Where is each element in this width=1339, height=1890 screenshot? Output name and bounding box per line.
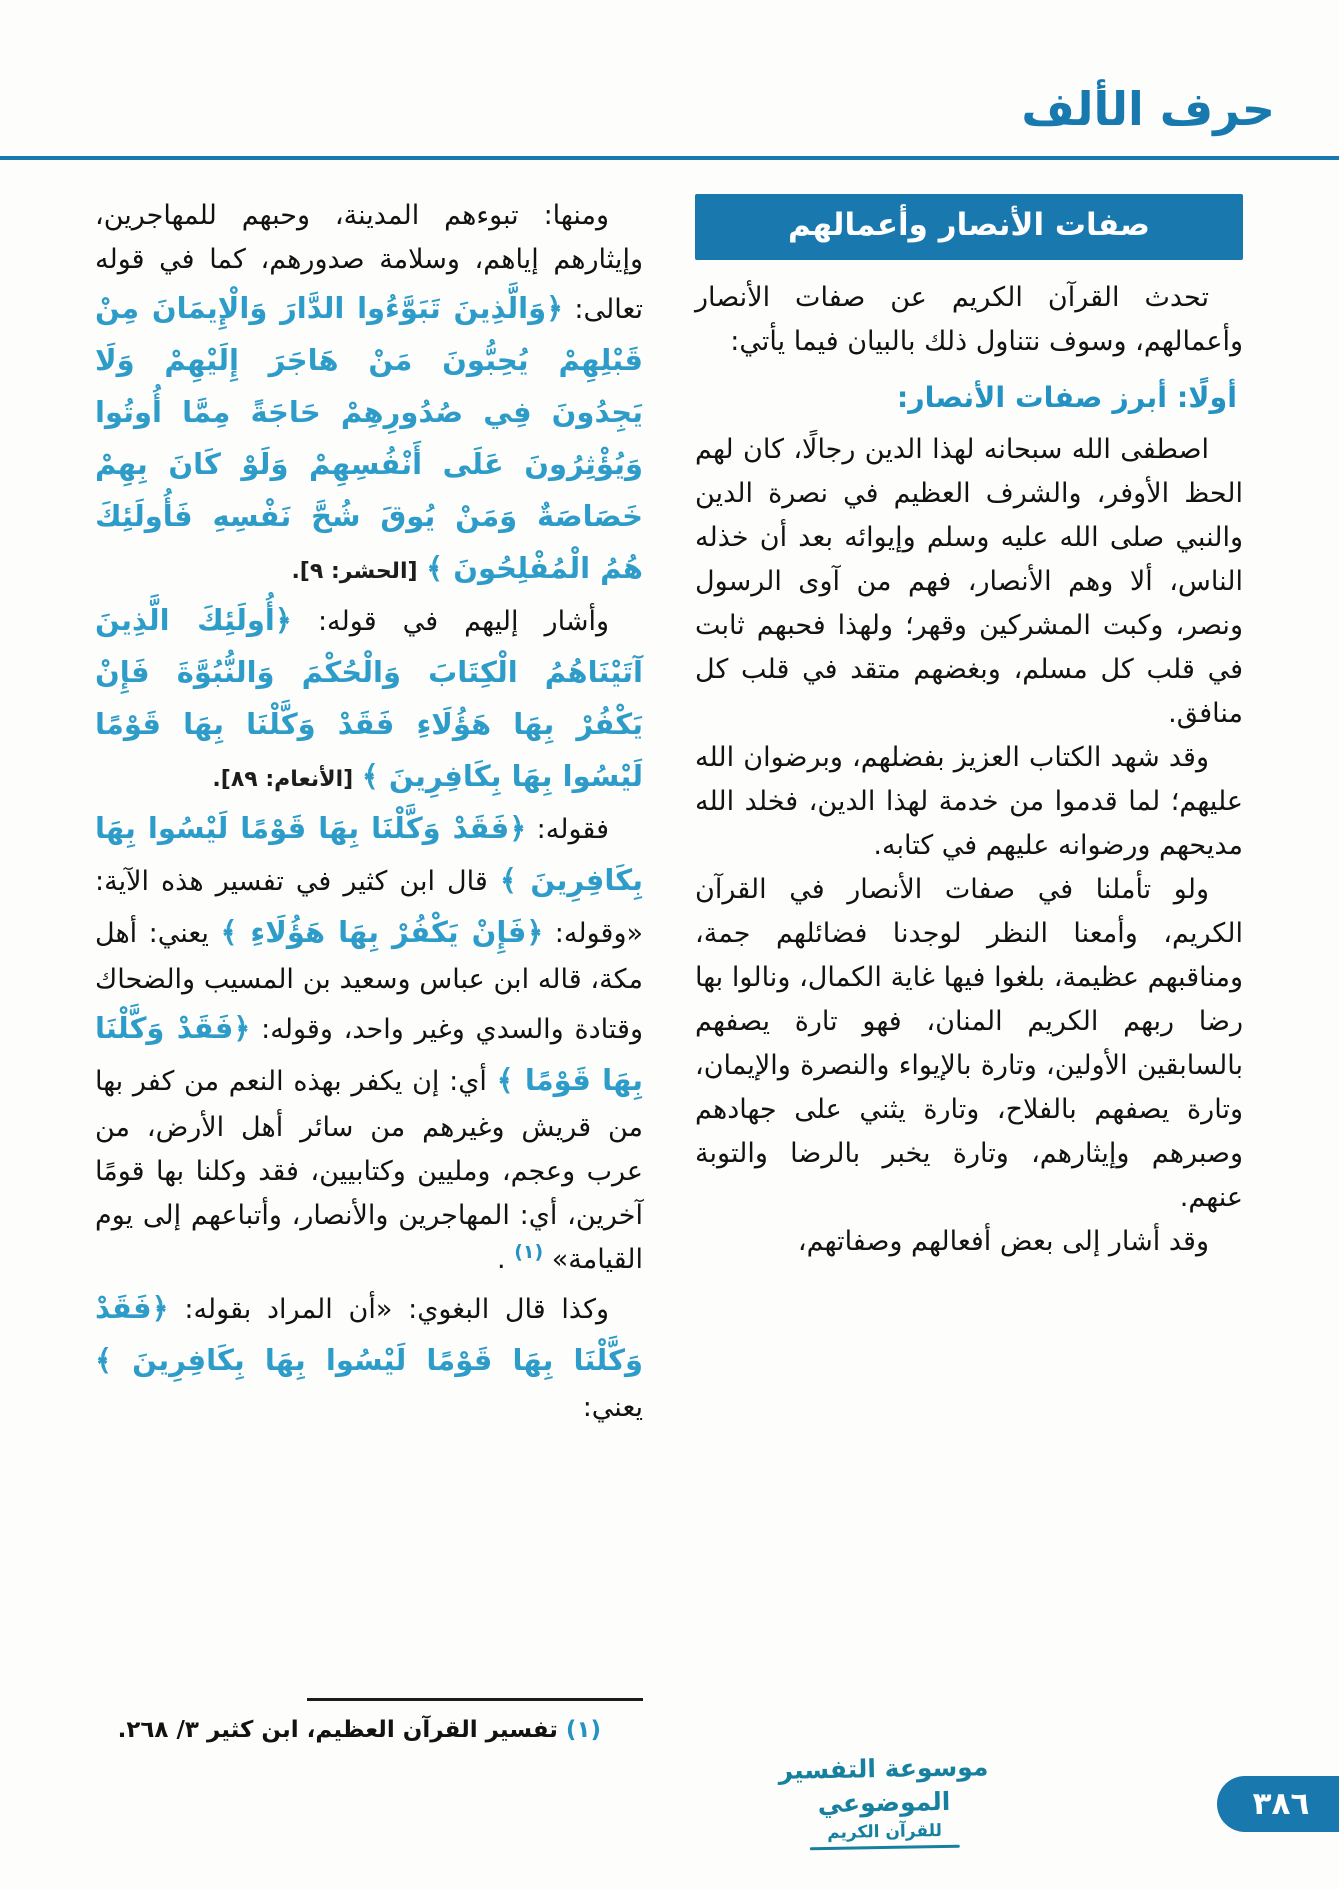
ayah-reference: [الحشر: ٩]. [291,559,418,584]
quran-verse-fragment: ﴿فَقَدْ وَكَّلْنَا بِهَا قَوْمًا لَيْسُوا بِهَا بِكَافِرِينَ ﴾ [95,811,644,897]
right-column [695,194,1243,1264]
footnote-number: (١) [565,1717,601,1743]
footnote-area [95,1698,643,1747]
tafsir-paragraph [95,1282,643,1430]
body-paragraph: وقد شهد الكتاب العزيز بفضلهم، وبرضوان الله عليهم؛ لما قدموا من خدمة لهذا الدين، فخلد الله مديحهم ورضوانه عليهم في كتابه. [695,742,1243,861]
footnote-separator-rule [307,1698,643,1701]
body-text: أي: إن يكفر بهذه النعم من كفر بها من قريش وغيرهم من سائر أهل الأرض، من عرب وعجم، ومليين وكتابيين، فقد وكلنا بها قومًا آخرين، أي: المهاجرين والأنصار، وأتباعهم إلى يوم القيامة» [95,1066,643,1275]
footnote [95,1713,643,1747]
ayah-reference: [الأنعام: ٨٩]. [212,767,354,792]
body-text: . [497,1244,506,1275]
page-number-badge [1217,1776,1339,1832]
body-paragraph-with-verse [95,594,643,802]
section-letter-title: حرف الألف [1021,82,1275,136]
body-text: قال ابن كثير في تفسير هذه الآية: «وقوله: [95,866,643,949]
quran-verse-anam-89: ﴿أُولَئِكَ الَّذِينَ آتَيْنَاهُمُ الْكِتَابَ وَالْحُكْمَ وَالنُّبُوَّةَ فَإِنْ يَكْفُرْ بِهَا هَؤُلَاءِ فَقَدْ وَكَّلْنَا بِهَا قَوْمًا لَيْسُوا بِهَا بِكَافِرِينَ ﴾ [95,603,643,793]
publisher-logo [768,1750,1000,1851]
body-paragraph: اصطفى الله سبحانه لهذا الدين رجالًا، كان لهم الحظ الأوفر، والشرف العظيم في نصرة الدين والنبي صلى الله عليه وسلم وإيوائه بعد أن خذله الناس، ألا وهم الأنصار، فهم من آوى الرسول ونصر، وكبت المشركين وقهر؛ ولهذا فحبهم ثابت في قلب كل مسلم، وبغضهم متقد في قلب كل منافق. [695,434,1243,729]
page-number: ٣٨٦ [1252,1786,1310,1822]
chapter-banner: صفات الأنصار وأعمالهم [695,194,1243,260]
quran-verse-fragment: ﴿فَقَدْ وَكَّلْنَا بِهَا قَوْمًا ﴾ [95,1011,643,1097]
body-text: وأشار إليهم في قوله: [291,606,609,637]
body-text: وكذا قال البغوي: «أن المراد بقوله: [168,1294,609,1325]
quran-verse-fragment: ﴿فَقَدْ وَكَّلْنَا بِهَا قَوْمًا لَيْسُوا بِهَا بِكَافِرِينَ ﴾ [95,1291,643,1377]
publisher-logo-line2: للقرآن الكريم [826,1820,943,1843]
body-text: ومنها: تبوءهم المدينة، وحبهم للمهاجرين، وإيثارهم إياهم، وسلامة صدورهم، كما في قوله تعالى: [95,200,643,325]
body-paragraph-with-verse [95,194,643,594]
publisher-logo-line1: موسوعة التفسير الموضوعي [778,1752,989,1819]
subheading-first: أولًا: أبرز صفات الأنصار: [896,381,1237,414]
footnote-ref-marker: (١) [514,1241,544,1263]
intro-paragraph: تحدث القرآن الكريم عن صفات الأنصار وأعمالهم، وسوف نتناول ذلك بالبيان فيما يأتي: [695,282,1243,357]
left-column [95,194,643,1430]
body-text: فقوله: [526,814,609,845]
body-paragraph: ولو تأملنا في صفات الأنصار في القرآن الكريم، وأمعنا النظر لوجدنا فضائلهم جمة، ومناقبهم عظيمة، بلغوا فيها غاية الكمال، ونالوا بها رضا ربهم الكريم المنان، فهو تارة يصفهم بالسابقين الأولين، وتارة بالإيواء والنصرة والإيمان، وتارة يصفهم بالفلاح، وتارة يثني على جهادهم وصبرهم وإيثارهم، وتارة يخبر بالرضا والتوبة عنهم. [695,874,1243,1213]
tafsir-paragraph [95,802,643,1282]
logo-flourish [810,1845,960,1851]
body-text: يعني: أهل مكة، قاله ابن عباس وسعيد بن المسيب والضحاك وقتادة والسدي وغير واحد، وقوله: [95,918,644,1045]
footnote-text: تفسير القرآن العظيم، ابن كثير ٣/ ٢٦٨. [117,1717,566,1743]
quran-verse-fragment: ﴿فَإِنْ يَكْفُرْ بِهَا هَؤُلَاءِ ﴾ [220,915,544,949]
body-paragraph: وقد أشار إلى بعض أفعالهم وصفاتهم، [797,1226,1209,1257]
body-text: يعني: [582,1392,643,1423]
quran-verse-hashr-9: ﴿وَالَّذِينَ تَبَوَّءُوا الدَّارَ وَالْإِيمَانَ مِنْ قَبْلِهِمْ يُحِبُّونَ مَنْ هَاجَرَ إِلَيْهِمْ وَلَا يَجِدُونَ فِي صُدُورِهِمْ حَاجَةً مِمَّا أُوتُوا وَيُؤْثِرُونَ عَلَى أَنْفُسِهِمْ وَلَوْ كَانَ بِهِمْ خَصَاصَةٌ وَمَنْ يُوقَ شُحَّ نَفْسِهِ فَأُولَئِكَ هُمُ الْمُفْلِحُونَ ﴾ [95,291,643,585]
header-divider-rule [0,156,1339,160]
